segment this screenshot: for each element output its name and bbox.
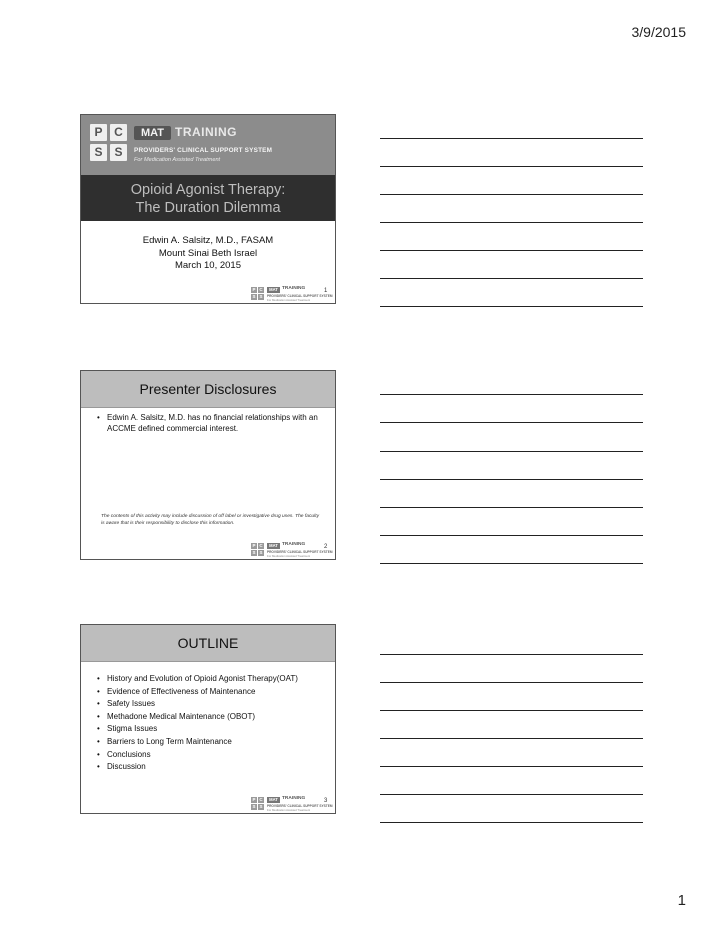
logo-mat: MAT — [267, 287, 280, 293]
notes-line — [380, 682, 643, 683]
list-item-text: Safety Issues — [107, 699, 156, 709]
slide-title-line: Opioid Agonist Therapy: — [130, 182, 286, 198]
slide-number: 1 — [324, 288, 328, 294]
list-item-text: Methadone Medical Maintenance (OBOT) — [107, 711, 256, 721]
list-item — [97, 673, 325, 686]
notes-line — [380, 794, 643, 795]
slide-number: 2 — [324, 544, 328, 550]
list-item — [97, 749, 325, 762]
logo-letter: P — [90, 124, 107, 141]
list-item — [97, 413, 325, 434]
list-item — [97, 723, 325, 736]
mini-logo — [251, 286, 333, 302]
list-item-text: Stigma Issues — [107, 724, 158, 734]
logo-org-name: PROVIDERS' CLINICAL SUPPORT SYSTEM — [267, 804, 333, 808]
logo-training: TRAINING — [175, 125, 237, 139]
bullet-dot: • — [97, 699, 100, 709]
notes-line — [380, 535, 643, 536]
list-item-text: Conclusions — [107, 749, 151, 759]
logo-tagline: For Medication Assisted Treatment — [267, 298, 311, 302]
logo-letter: C — [110, 124, 127, 141]
slide-number: 3 — [324, 798, 328, 804]
list-item — [97, 711, 325, 724]
slide-3 — [80, 624, 336, 814]
logo-letter: C — [259, 797, 263, 802]
logo-banner — [81, 115, 335, 175]
bullet-dot: • — [97, 749, 100, 759]
slide-title: Presenter Disclosures — [139, 381, 277, 397]
logo-org-name: PROVIDERS' CLINICAL SUPPORT SYSTEM — [267, 294, 333, 298]
logo-letter: S — [259, 804, 263, 809]
logo-training: TRAINING — [282, 796, 306, 801]
list-item — [97, 761, 325, 774]
logo-letter: S — [90, 144, 107, 161]
list-item-text: Barriers to Long Term Maintenance — [107, 736, 232, 746]
presentation-date: March 10, 2015 — [174, 260, 241, 271]
bullet-list — [97, 413, 325, 434]
header-date: 3/9/2015 — [631, 24, 686, 40]
logo-letter: S — [252, 294, 256, 299]
presenter-affiliation: Mount Sinai Beth Israel — [158, 247, 258, 259]
bullet-list — [97, 673, 325, 774]
list-item-text: Edwin A. Salsitz, M.D. has no financial relationships with an ACCME defined commercial interest. — [107, 413, 318, 433]
logo-letter: P — [252, 287, 256, 292]
logo-mat: MAT — [267, 797, 280, 803]
list-item — [97, 698, 325, 711]
logo-letter: S — [110, 144, 127, 161]
notes-line — [380, 822, 643, 823]
mini-logo — [251, 542, 333, 558]
bullet-dot: • — [97, 686, 100, 696]
bullet-dot: • — [97, 736, 100, 746]
notes-line — [380, 166, 643, 167]
logo-letter: S — [252, 804, 256, 809]
logo-mat: MAT — [267, 543, 280, 549]
pcss-mat-training-logo — [90, 122, 310, 170]
notes-line — [380, 250, 643, 251]
logo-mat: MAT — [134, 126, 171, 140]
notes-line — [380, 451, 643, 452]
logo-tagline: For Medication Assisted Treatment — [267, 554, 311, 558]
title-band — [81, 371, 335, 408]
title-band — [81, 175, 335, 221]
notes-line — [380, 507, 643, 508]
presenter-name: Edwin A. Salsitz, M.D., FASAM — [142, 235, 274, 246]
slide-title — [81, 181, 335, 217]
notes-line — [380, 766, 643, 767]
notes-line — [380, 738, 643, 739]
notes-line — [380, 306, 643, 307]
bullet-dot: • — [97, 413, 100, 422]
bullet-dot: • — [97, 711, 100, 721]
disclaimer-note: The contents of this activity may include discussion of off label or investigative drug uses. The faculty is aware that is their responsibility to disclose this information. — [101, 514, 320, 526]
presenter-info — [81, 235, 335, 273]
list-item-text: History and Evolution of Opioid Agonist Therapy(OAT) — [107, 674, 298, 683]
notes-line — [380, 710, 643, 711]
notes-line — [380, 563, 643, 564]
title-band — [81, 625, 335, 662]
logo-letter: C — [259, 287, 263, 292]
notes-line — [380, 654, 643, 655]
logo-training: TRAINING — [282, 542, 306, 547]
logo-org-name: PROVIDERS' CLINICAL SUPPORT SYSTEM — [267, 550, 333, 554]
slide-title-line: The Duration Dilemma — [135, 200, 281, 216]
logo-tagline: For Medication Assisted Treatment — [267, 808, 311, 812]
list-item-text: Evidence of Effectiveness of Maintenance — [107, 686, 256, 696]
list-item-text: Discussion — [107, 762, 146, 772]
notes-line — [380, 222, 643, 223]
slide-2 — [80, 370, 336, 560]
logo-training: TRAINING — [282, 286, 306, 291]
list-item — [97, 686, 325, 699]
bullet-dot: • — [97, 674, 100, 683]
bullet-dot: • — [97, 724, 100, 734]
notes-line — [380, 479, 643, 480]
logo-letter: C — [259, 543, 263, 548]
notes-line — [380, 278, 643, 279]
notes-line — [380, 138, 643, 139]
logo-letter: P — [252, 797, 256, 802]
logo-tagline: For Medication Assisted Treatment — [134, 157, 221, 163]
logo-letter: S — [252, 550, 256, 555]
bullet-dot: • — [97, 762, 100, 772]
notes-line — [380, 194, 643, 195]
logo-letter: S — [259, 294, 263, 299]
notes-line — [380, 422, 643, 423]
notes-line — [380, 394, 643, 395]
logo-letter: P — [252, 543, 256, 548]
logo-org-name: PROVIDERS' CLINICAL SUPPORT SYSTEM — [134, 147, 273, 154]
logo-letter: S — [259, 550, 263, 555]
page-number: 1 — [677, 892, 686, 909]
mini-logo — [251, 796, 333, 812]
list-item — [97, 736, 325, 749]
slide-1 — [80, 114, 336, 304]
slide-title: OUTLINE — [177, 635, 239, 651]
